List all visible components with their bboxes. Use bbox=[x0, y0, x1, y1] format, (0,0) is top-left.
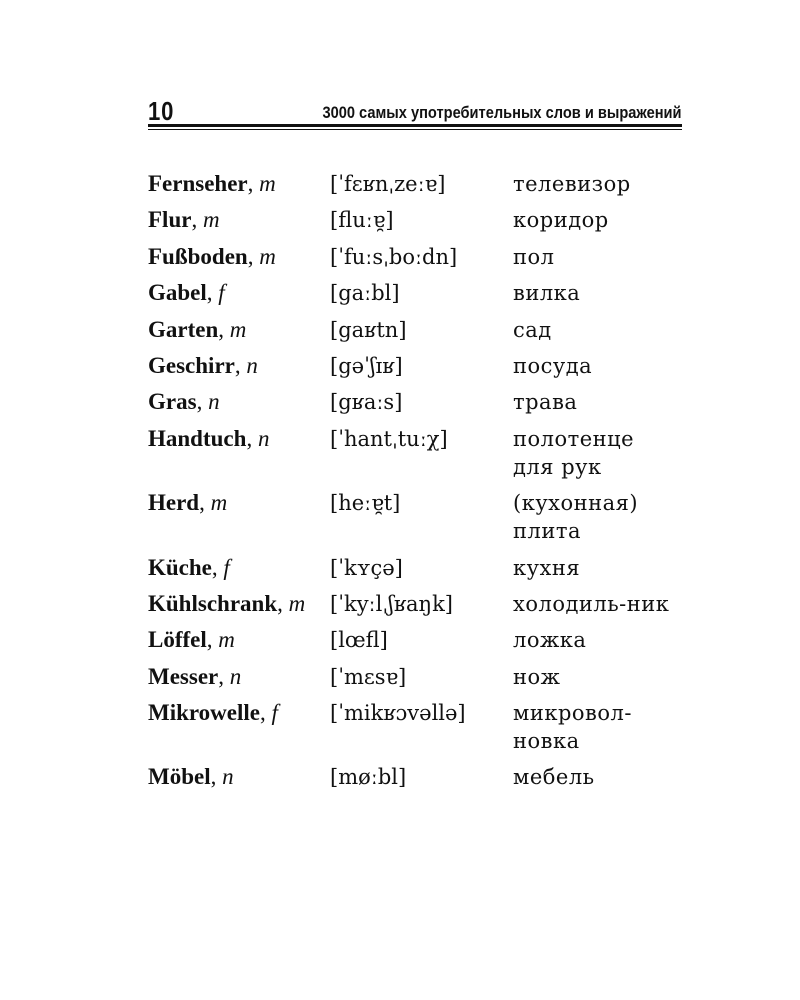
german-word: Küche bbox=[148, 554, 212, 580]
transcription: [ˈmɛsɐ] bbox=[330, 664, 407, 689]
gender-marker: m bbox=[259, 243, 276, 269]
translation: холодиль-ник bbox=[513, 591, 670, 616]
german-word: Fußboden bbox=[148, 243, 248, 269]
gender-marker: n bbox=[222, 764, 234, 790]
entry-headword: Fußboden, m bbox=[148, 243, 276, 269]
german-word: Flur bbox=[148, 207, 192, 233]
transcription: [ˈmikʁɔvəllə] bbox=[330, 701, 466, 726]
vocabulary-entry bbox=[148, 243, 682, 271]
gender-marker: n bbox=[246, 352, 258, 378]
entry-headword: Löffel, m bbox=[148, 627, 235, 653]
gender-marker: m bbox=[229, 316, 247, 342]
translation: мебель bbox=[513, 765, 595, 790]
german-word: Herd bbox=[148, 490, 200, 516]
german-word: Garten bbox=[148, 316, 219, 342]
transcription: [lœfl] bbox=[330, 628, 388, 653]
entry-headword: Messer, n bbox=[148, 663, 242, 689]
gender-marker: m bbox=[210, 490, 228, 516]
translation: сад bbox=[513, 317, 552, 342]
vocabulary-entry bbox=[148, 554, 682, 582]
translation: кухня bbox=[513, 555, 581, 580]
transcription: [gəˈʃɪʁ] bbox=[330, 353, 403, 378]
translation: трава bbox=[513, 390, 578, 415]
transcription: [ˈhantˌtuːχ] bbox=[330, 426, 448, 451]
entry-headword: Küche, f bbox=[148, 554, 230, 580]
german-word: Handtuch bbox=[148, 425, 247, 451]
entry-headword: Fernseher, m bbox=[148, 171, 276, 196]
gender-marker: f bbox=[218, 280, 225, 306]
gender-marker: m bbox=[202, 207, 220, 233]
german-word: Mikrowelle bbox=[148, 700, 260, 726]
entry-headword: Kühlschrank, m bbox=[148, 590, 306, 616]
entry-headword: Handtuch, n bbox=[148, 425, 270, 451]
translation: микровол-новка bbox=[513, 701, 632, 754]
gender-marker: m bbox=[259, 171, 276, 196]
header-rule-thin bbox=[148, 129, 682, 130]
header-rule bbox=[148, 124, 682, 127]
vocabulary-entry bbox=[148, 388, 682, 416]
gender-marker: n bbox=[257, 425, 270, 451]
transcription: [heːɐ̯t] bbox=[330, 491, 401, 516]
transcription: [ˈfuːsˌboːdn] bbox=[330, 244, 458, 269]
german-word: Kühlschrank bbox=[148, 590, 278, 616]
translation: полотенце для рук bbox=[513, 426, 635, 479]
page-header bbox=[148, 94, 682, 124]
german-word: Gabel bbox=[148, 280, 207, 306]
translation: пол bbox=[513, 244, 555, 269]
translation: вилка bbox=[513, 281, 581, 306]
transcription: [gʁaːs] bbox=[330, 390, 403, 415]
vocabulary-entry bbox=[148, 279, 682, 307]
entry-headword: Gras, n bbox=[148, 389, 220, 415]
entry-headword: Möbel, n bbox=[148, 764, 234, 790]
entry-headword: Gabel, f bbox=[148, 280, 225, 306]
translation: ложка bbox=[513, 628, 587, 653]
german-word: Geschirr bbox=[148, 352, 235, 378]
gender-marker: m bbox=[218, 627, 235, 653]
transcription: [gaʁtn] bbox=[330, 317, 407, 342]
translation: посуда bbox=[513, 353, 593, 378]
german-word: Löffel bbox=[148, 627, 207, 653]
german-word: Fernseher bbox=[148, 171, 248, 196]
translation: коридор bbox=[513, 208, 609, 233]
vocabulary-entry bbox=[148, 352, 682, 380]
entry-headword: Herd, m bbox=[148, 490, 228, 516]
entry-headword: Mikrowelle, f bbox=[148, 700, 278, 726]
vocabulary-entry bbox=[148, 699, 682, 755]
vocabulary-entry bbox=[148, 663, 682, 691]
entry-headword: Flur, m bbox=[148, 207, 220, 233]
vocabulary-entry bbox=[148, 763, 682, 791]
entry-headword: Geschirr, n bbox=[148, 352, 258, 378]
gender-marker: f bbox=[223, 554, 230, 580]
vocabulary-entry bbox=[148, 170, 682, 198]
vocabulary-entry bbox=[148, 316, 682, 344]
transcription: [ˈkʏçə] bbox=[330, 555, 403, 580]
vocabulary-entry bbox=[148, 489, 682, 545]
vocabulary-entry bbox=[148, 590, 682, 618]
transcription: [fluːɐ̯] bbox=[330, 208, 394, 233]
gender-marker: n bbox=[208, 389, 220, 415]
gender-marker: f bbox=[271, 700, 278, 726]
translation: нож bbox=[513, 664, 561, 689]
running-title: 3000 самых употребительных слов и выражений bbox=[322, 103, 682, 122]
gender-marker: m bbox=[288, 590, 306, 616]
vocabulary-list bbox=[148, 170, 682, 800]
german-word: Möbel bbox=[148, 764, 211, 790]
vocabulary-entry bbox=[148, 626, 682, 654]
vocabulary-entry bbox=[148, 425, 682, 481]
transcription: [møːbl] bbox=[330, 765, 407, 790]
german-word: Gras bbox=[148, 389, 197, 415]
transcription: [ˈfɛʁnˌzeːɐ] bbox=[330, 172, 446, 196]
german-word: Messer bbox=[148, 663, 219, 689]
transcription: [gaːbl] bbox=[330, 281, 400, 306]
translation: (кухонная) плита bbox=[513, 491, 639, 544]
transcription: [ˈkyːlˌʃʁaŋk] bbox=[330, 591, 453, 616]
page-number: 10 bbox=[148, 96, 175, 126]
vocabulary-entry bbox=[148, 206, 682, 234]
entry-headword: Garten, m bbox=[148, 316, 247, 342]
translation: телевизор bbox=[513, 172, 631, 196]
gender-marker: n bbox=[229, 663, 242, 689]
